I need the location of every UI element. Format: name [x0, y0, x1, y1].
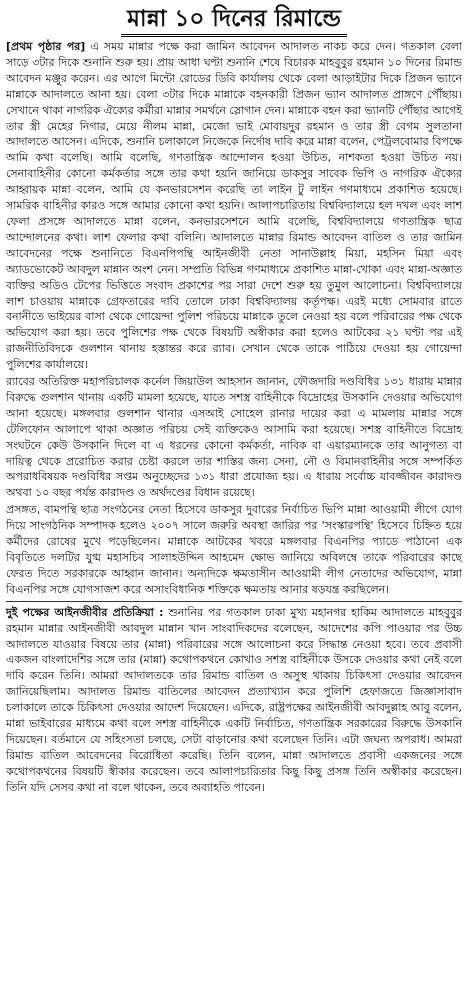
section-divider	[6, 601, 462, 602]
article-body	[6, 39, 462, 796]
paragraph-4	[6, 605, 462, 796]
subheading: দুই পক্ষের আইনজীবীর প্রতিক্রিয়া :	[6, 605, 164, 619]
paragraph-3: প্রসঙ্গত, বামপন্থি ছাত্র সংগঠনের নেতা হিসেবে ডাকসুর দুবারের নির্বাচিত ভিপি মান্না আওয়ামী লীগে যোগ দিয়ে সাংগঠনিক সম্পাদক হলেও ২০০৭ সালে জরুরি অবস্থা জারির পর 'সংস্কারপন্থি' হিসেবে চিহ্নিত হয়ে কর্মীদের রোষের মুখে পড়েছিলেন। মান্নাকে আটকের খবরে মঙ্গলবার বিএনপির প্যাডে পাঠানো এক বিবৃতিতে দলটির যুগ্ম মহাসচিব সালাহউদ্দিন আহমেদ ক্ষোভ জানিয়ে অবিলম্বে তাকে পরিবারের কাছে ফেরত দিতে সরকারকে আহ্বান জানান। অন্যদিকে ক্ষমতাসীন আওয়ামী লীগ নেতাদের অভিযোগ, মান্না বিএনপির সঙ্গে যোগসাজশ করে অসাংবিধানিক শক্তিকে ক্ষমতায় আনার ষড়যন্ত্র করছিলেন।	[6, 503, 462, 596]
paragraph-1	[6, 39, 462, 373]
headline: মান্না ১০ দিনের রিমান্ডে	[121, 4, 347, 37]
headline-row	[6, 4, 462, 37]
paragraph-2: র‌্যাবের অতিরিক্ত মহাপরিচালক কর্নেল জিয়াউল আহসান জানান, ফৌজদারি দণ্ডবিধির ১৩১ ধারায় মান্নার বিরুদ্ধে গুলশান থানায় একটি মামলা হয়েছে, যাতে সশস্ত্র বাহিনীকে বিদ্রোহের উসকানি দেওয়ার অভিযোগ আনা হয়েছে। মঙ্গলবার গুলশান থানার এসআই সোহেল রানার দায়ের করা এ মামলায় মান্নার সঙ্গে টেলিফোন আলাপে থাকা অজ্ঞাত পরিচয় সেই ব্যক্তিকেও আসামি করা হয়েছে। সশস্ত্র বাহিনীতে বিদ্রোহ সংঘটনে কেউ উসকানি দিলে বা এ ধরনের কোনো কর্মকর্তা, নাবিক বা এয়ারম্যানকে তার আনুগত্য বা দায়িত্ব থেকে প্ররোচিত করার চেষ্টা করলে তার শাস্তির জন্য সেনা, নৌ ও বিমানবাহিনীর সঙ্গে সম্পর্কিত অপরাধবিষয়ক দণ্ডবিধির সপ্তম অনুচ্ছেদের ১৩১ ধারা প্রযোজ্য হয়। এ ধারায় সর্বোচ্চ যাবজ্জীবন কারাদণ্ড অথবা ১০ বছর পর্যন্ত কারাদণ্ড ও অর্থদণ্ডের বিধান রয়েছে।	[6, 375, 462, 500]
paragraph-1-text: এ সময় মান্নার পক্ষে করা জামিন আবেদন আদালত নাকচ করে দেন। গতকাল বেলা সাড়ে ৩টার দিকে শুনানি শুরু হয়। প্রায় আধা ঘণ্টা শুনানি শেষে বিচারক মাহবুবুর রহমান ১০ দিনের রিমান্ড আবেদন মঞ্জুর করেন। এর আগে মিন্টো রোডের ডিবি কার্যালয় থেকে বেলা আড়াইটার দিকে প্রিজন ভ্যানে মান্নাকে আদালতে আনা হয়। বেলা ৩টার দিকে মান্নাকে বহনকারী প্রিজন ভ্যান আদালত প্রাঙ্গণে পৌঁছায়। সেখানে থাকা নাগরিক ঐক্যের কর্মীরা মান্নার সমর্থনে স্লোগান দেন। মান্নাকে বহন করা ভ্যানটি পৌঁছার আগেই তার স্ত্রী মেহের নিগার, মেয়ে নীলম মান্না, মেজো ভাই মোবায়দুর রহমান ও তার স্ত্রী বেগম সুলতানা আদালতে আসেন। এদিকে, শুনানি চলাকালে নিজেকে নির্দোষ দাবি করে মান্না বলেন, পেট্রলবোমার বিপক্ষে আমি কথা বলেছি। আমি বলেছি, গণতান্ত্রিক আন্দোলন হওয়া উচিত, নাশকতা হওয়া উচিত নয়। সেনাবাহিনীর কোনো কর্মকর্তার সঙ্গে তার কথা হয়নি জানিয়ে ডাকসুর সাবেক ভিপি ও নাগরিক ঐক্যের আহ্বায়ক মান্না বলেন, আমি যে কনভারসেশন করেছি তা লাইন টু লাইন গণমাধ্যমে প্রকাশিত হয়েছে। সামরিক বাহিনীর কারও সঙ্গে আমার কোনো কথা হয়নি। আলাপচারিতায় বিশ্ববিদ্যালয়ে হল দখল এবং লাশ ফেলা প্রসঙ্গে আদালতে মান্না বলেন, কনভারসেশনে আমি বলেছি, বিশ্ববিদ্যালয়ে গণতান্ত্রিক ছাত্র আন্দোলনের কথা। লাশ ফেলার কথা বলিনি। আদালতে মান্নার রিমান্ড আবেদন বাতিল ও তার জামিন আবেদনের পক্ষে শুনানিতে বিএনপিপন্থি আইনজীবী নেতা সানাউল্লাহ মিয়া, মহসিন মিয়া এবং অ্যাডভোকেট আবদুল মান্নান অংশ নেন। সম্প্রতি বিভিন্ন গণমাধ্যমে প্রকাশিত মান্না-খোকা এবং মান্না-অজ্ঞাত ব্যক্তির অডিও টেপের ভিত্তিতে সংবাদ প্রকাশের পর সারা দেশে শুরু হয় তুমুল আলোচনা। বিশ্ববিদ্যালয়ে লাশ চাওয়ায় মান্নাকে গ্রেফতারের দাবি তোলে ঢাকা বিশ্ববিদ্যালয় কর্তৃপক্ষ। এরই মধ্যে সোমবার রাতে বনানীতে ভাইয়ের বাসা থেকে গোয়েন্দা পুলিশ পরিচয়ে মান্নাকে তুলে নেওয়া হয় বলে পরিবারের পক্ষ থেকে অভিযোগ করা হয়। তবে পুলিশের পক্ষ থেকে বিষয়টি অস্বীকার করা হলেও আটকের ২১ ঘণ্টা পর এই রাজনীতিবিদকে গুলশান থানায় হস্তান্তর করে র‌্যাব। সেখান থেকে তাকে পাঠিয়ে দেওয়া হয় গোয়েন্দা পুলিশের কার্যালয়ে।	[6, 40, 463, 372]
continuation-label: [প্রথম পৃষ্ঠার পর]	[6, 40, 86, 53]
paragraph-4-text: শুনানির পর গতকাল ঢাকা মুখ্য মহানগর হাকিম আদালতে মাহবুবুর রহমান মান্নার আইনজীবী আবদুল মান্নান খান সাংবাদিকদের বলেছেন, আদেশের কপি পাওয়ার পর উচ্চ আদালতে যাওয়ার বিষয়ে তার (মান্না) পরিবারের সঙ্গে আলোচনা করে সিদ্ধান্ত নেওয়া হবে। তবে প্রবাসী একজন বাংলাদেশির সঙ্গে তার (মান্না) কথোপকথনে কোথাও সশস্ত্র বাহিনীকে উসকে দেওয়ার কথা নেই বলে দাবি করেন তিনি। আমরা আদালতকে তার রিমান্ড বাতিল ও অসুস্থ থাকায় চিকিৎসা দেওয়ার আবেদন জানিয়েছিলাম। আদালত রিমান্ড বাতিলের আবেদন প্রত্যাখ্যান করে পুলিশি হেফাজতে জিজ্ঞাসাবাদ চলাকালে তাকে চিকিৎসা দেওয়ার আদেশ দিয়েছেন। এদিকে, রাষ্ট্রপক্ষের আইনজীবী আবদুল্লাহ আবু বলেন, মান্না ভাইবারের মাধ্যমে কথা বলে সশস্ত্র বাহিনীকে একটি নির্বাচিত, গণতান্ত্রিক সরকারের বিরুদ্ধে উসকানি দিয়েছেন। বর্তমানে যে সহিংসতা চলছে, সেটা বাড়ানোর কথা বলেছেন তিনি। এটা জঘন্য অপরাধ। আমরা রিমান্ড বাতিল আবেদনের বিরোধিতা করেছি। তিনি বলেন, মান্না আদালতে প্রবাসী একজনের সঙ্গে কথোপকথনের বিষয়টি স্বীকার করেছেন। তবে আলাপচারিতার কিছু কিছু প্রসঙ্গ তিনি অস্বীকার করেছেন। তিনি যদি সেসব কথা না বলে থাকেন, তবে অব্যাহতি পাবেন।	[6, 605, 462, 794]
